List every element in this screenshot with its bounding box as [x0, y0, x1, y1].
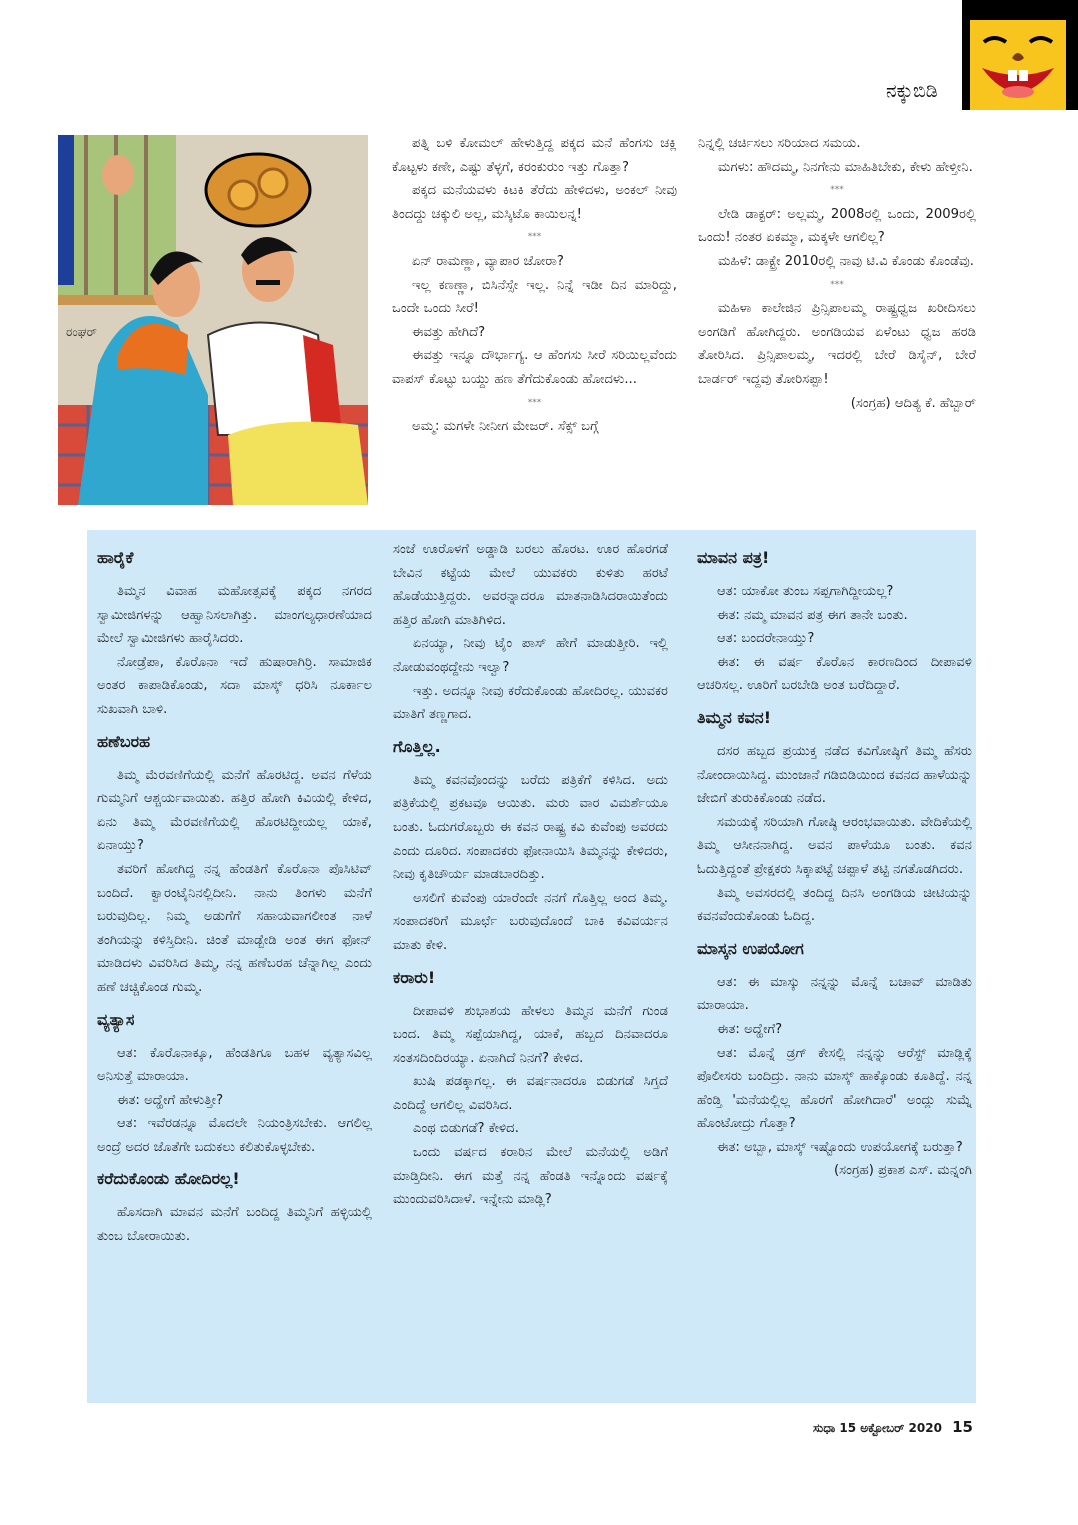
joke-paragraph: ಅಸಲಿಗೆ ಕುವೆಂಪು ಯಾರೆಂದೇ ನನಗೆ ಗೊತ್ತಿಲ್ಲ ಅಂದ ತಿಮ್ಮ. ಸಂಪಾದಕರಿಗೆ ಮೂರ್ಛೆ ಬರುವುದೊಂದೆ ಬಾಕಿ ಕವಿವರ್ಯನ ಮಾತು ಕೇಳಿ. [393, 890, 668, 953]
joke-paragraph: ಸಂಜೆ ಊರೊಳಗೆ ಅಡ್ಡಾಡಿ ಬರಲು ಹೊರಟ. ಊರ ಹೊರಗಡೆ ಬೇವಿನ ಕಟ್ಟೆಯ ಮೇಲೆ ಯುವಕರು ಕುಳಿತು ಹರಟೆ ಹೊಡೆಯುತ್ತಿದ್ದರು. ಅವರನ್ನಾದರೂ ಮಾತನಾಡಿಸಿದರಾಯಿತೆಂದು ಹತ್ತಿರ ಹೋಗಿ ಮಾತಿಗಿಳಿದ. [393, 542, 668, 628]
joke-paragraph: ಏನಯ್ಯಾ, ನೀವು ಟೈಂ ಪಾಸ್ ಹೇಗೆ ಮಾಡುತ್ತೀರಿ. ಇಲ್ಲಿ ನೋಡುವಂಥದ್ದೇನು ಇಲ್ವಾ? [393, 636, 668, 675]
joke-paragraph: ಆತ: ಕೊರೊನಾಕ್ಕೂ, ಹೆಂಡತಿಗೂ ಬಹಳ ವ್ಯತ್ಯಾಸವಿಲ್ಲ ಅನಿಸುತ್ತೆ ಮಾರಾಯಾ. [97, 1045, 372, 1085]
joke-paragraph: ಸಮಯಕ್ಕೆ ಸರಿಯಾಗಿ ಗೋಷ್ಠಿ ಆರಂಭವಾಯಿತು. ವೇದಿಕೆಯಲ್ಲಿ ತಿಮ್ಮ ಆಸೀನನಾಗಿದ್ದ. ಅವನ ಪಾಳೆಯೂ ಬಂತು. ಕವನ ಓದುತ್ತಿದ್ದಂತೆ ಪ್ರೇಕ್ಷಕರು ಸಿಕ್ಕಾಪಟ್ಟೆ ಚಪ್ಪಾಳೆ ತಟ್ಟಿ ನಗತೊಡಗಿದರು. [697, 814, 972, 877]
page-number: 15 [952, 1418, 973, 1436]
joke-paragraph: ಈತ: ಅದ್ಹೇಗೆ? [717, 1021, 783, 1037]
joke-paragraph: ಮಹಿಳೆ: ಡಾಕ್ಟ್ರೇ 2010ರಲ್ಲಿ ನಾವು ಟಿ.ವಿ ಕೊಂಡು ಕೊಂಡೆವು. [718, 253, 974, 269]
joke-paragraph: ಹೊಸದಾಗಿ ಮಾವನ ಮನೆಗೆ ಬಂದಿದ್ದ ತಿಮ್ಮನಿಗೆ ಹಳ್ಳಿಯಲ್ಲಿ ತುಂಬ ಬೋರಾಯಿತು. [97, 1205, 372, 1245]
joke-paragraph: ಪಕ್ಕದ ಮನೆಯವಳು ಕಿಟಕಿ ತೆರೆದು ಹೇಳಿದಳು, ಅಂಕಲ್ ನೀವು ತಿಂದದ್ದು ಚಕ್ಕುಲಿ ಅಲ್ಲ, ಮಸ್ಕಿಟೊ ಕಾಯಿಲನ್ನ! [392, 183, 677, 222]
joke-heading: ಮಾವನ ಪತ್ರ! [697, 548, 770, 567]
joke-paragraph: ದೀಪಾವಳಿ ಶುಭಾಶಯ ಹೇಳಲು ತಿಮ್ಮನ ಮನೆಗೆ ಗುಂಡ ಬಂದ. ತಿಮ್ಮ ಸಪ್ಪೆಯಾಗಿದ್ದ, ಯಾಕೆ, ಹಬ್ಬದ ದಿನವಾದರೂ ಸಂತಸದಿಂದಿರಯ್ಯಾ. ಏನಾಗಿದೆ ನಿನಗೆ? ಕೇಳಿದ. [393, 1003, 668, 1066]
joke-heading: ಹಣೆಬರಹ [97, 731, 151, 751]
joke-paragraph: ತವರಿಗೆ ಹೋಗಿದ್ದ ನನ್ನ ಹೆಂಡತಿಗೆ ಕೊರೊನಾ ಪೊಸಿಟಿವ್ ಬಂದಿದೆ. ಕ್ವಾರಂಟೈನಿನಲ್ಲಿದೀನಿ. ನಾನು ತಿಂಗಳು ಮನೆಗೆ ಬರುವುದಿಲ್ಲ. ನಿಮ್ಮ ಅಡುಗೆಗೆ ಸಹಾಯವಾಗಲೀಂತ ನಾಳೆ ತಂಗಿಯನ್ನು ಕಳಿಸ್ತಿದೀನಿ. ಚಿಂತೆ ಮಾಡ್ಬೇಡಿ ಅಂತ ಈಗ ಫೋನ್ ಮಾಡಿದಳು ವಿವರಿಸಿದ ತಿಮ್ಮ, ನನ್ನ ಹಣೆಬರಹ ಚೆನ್ನಾಗಿಲ್ಲ ಎಂದು ಹಣೆ ಚಚ್ಚಿಕೊಂಡ ಗುಮ್ಮ. [97, 861, 372, 995]
artist-signature: ರಂಘರ್ [66, 325, 97, 339]
joke-paragraph: ಇತ್ತು. ಅದನ್ನೂ ನೀವು ಕರೆದುಕೊಂಡು ಹೋದಿರಲ್ಲ. ಯುವಕರ ಮಾತಿಗೆ ತಣ್ಣಗಾದ. [393, 683, 668, 723]
joke-paragraph: ಈವತ್ತು ಹೇಗಿದೆ? [412, 324, 486, 340]
joke-separator: *** [527, 397, 542, 408]
joke-heading: ಮಾಸ್ಕನ ಉಪಯೋಗ [697, 938, 804, 958]
box-column-2 [393, 538, 668, 1212]
joke-separator: *** [527, 232, 542, 243]
joke-paragraph: ತಿಮ್ಮ ಕವನವೊಂದನ್ನು ಬರೆದು ಪತ್ರಿಕೆಗೆ ಕಳಿಸಿದ. ಅದು ಪತ್ರಿಕೆಯಲ್ಲಿ ಪ್ರಕಟವೂ ಆಯಿತು. ಮರು ವಾರ ವಿಮರ್ಶೆಯೂ ಬಂತು. ಓದುಗರೊಬ್ಬರು ಈ ಕವನ ರಾಷ್ಟ್ರ ಕವಿ ಕುವೆಂಪು ಅವರದು ಎಂದು ದೂರಿದ. ಸಂಪಾದಕರು ಫೋನಾಯಿಸಿ ತಿಮ್ಮನನ್ನು ಕೇಳಿದರು, ನೀವು ಕೃತಿಚೌರ್ಯ ಮಾಡಬಾರದಿತ್ತು. [393, 772, 668, 883]
laughing-face-icon [970, 20, 1066, 110]
joke-credit: (ಸಂಗ್ರಹ) ಪ್ರಕಾಶ ಎಸ್. ಮನ್ನಂಗಿ [833, 1163, 972, 1179]
section-title: ನಕ್ಕುಬಿಡಿ [886, 80, 938, 102]
joke-paragraph: ಈತ: ಅದ್ಹೇಗೆ ಹೇಳುತ್ತೀ? [117, 1092, 224, 1108]
joke-paragraph: ದಸರ ಹಬ್ಬದ ಪ್ರಯುಕ್ತ ನಡೆದ ಕವಿಗೋಷ್ಠಿಗೆ ತಿಮ್ಮ ಹೆಸರು ನೋಂದಾಯಿಸಿದ್ದ. ಮುಂಜಾನೆ ಗಡಿಬಿಡಿಯಿಂದ ಕವನದ ಹಾಳೆಯನ್ನು ಜೇಬಿಗೆ ತುರುಕಿಕೊಂಡು ನಡೆದ. [697, 743, 972, 807]
joke-paragraph: ಆತ: ಯಾಕೋ ತುಂಬ ಸಪ್ಪಗಾಗಿದ್ದೀಯಲ್ಲ? [717, 584, 894, 599]
joke-paragraph: ಖುಷಿ ಪಡಕ್ಕಾಗಲ್ಲ. ಈ ವರ್ಷನಾದರೂ ಬಿಡುಗಡೆ ಸಿಗ್ತದೆ ಎಂದಿದ್ದೆ ಆಗಲಿಲ್ಲ ವಿವರಿಸಿದ. [393, 1074, 668, 1113]
joke-heading: ವ್ಯತ್ಯಾಸ [97, 1009, 135, 1029]
joke-heading: ಕರೆದುಕೊಂಡು ಹೋದಿರಲ್ಲ! [97, 1169, 240, 1189]
joke-paragraph: ಆತ: ಬಂದರೇನಾಯ್ತು? [717, 631, 815, 647]
joke-paragraph: ಆತ: ಮೊನ್ನೆ ಡ್ರಗ್ ಕೇಸಲ್ಲಿ ನನ್ನನ್ನು ಆರೆಸ್ಟ್ ಮಾಡ್ಲಿಕ್ಕೆ ಪೊಲೀಸರು ಬಂದಿದ್ರು. ನಾನು ಮಾಸ್ಕ್ ಹಾಕ್ಕೊಂಡು ಕೂತಿದ್ದೆ. ನನ್ನ ಹೆಂಡ್ತಿ 'ಮನೆಯಲ್ಲಿಲ್ಲ ಹೊರಗೆ ಹೋಗಿದಾರೆ' ಅಂದ್ಲು ಸುಮ್ನೆ ಹೊಂಟೋದ್ರು ಗೊತ್ತಾ? [697, 1045, 972, 1132]
joke-heading: ಗೊತ್ತಿಲ್ಲ. [393, 736, 441, 756]
joke-paragraph: ತಿಮ್ಮ ಮೆರವಣಿಗೆಯಲ್ಲಿ ಮನೆಗೆ ಹೊರಟಿದ್ದ. ಅವನ ಗೆಳೆಯ ಗುಮ್ಮನಿಗೆ ಆಶ್ಚರ್ಯವಾಯಿತು. ಹತ್ತಿರ ಹೋಗಿ ಕಿವಿಯಲ್ಲಿ ಕೇಳಿದ, ಏನು ತಿಮ್ಮ ಮೆರವಣಿಗೆಯಲ್ಲಿ ಹೊರಟಿದ್ದೀಯಲ್ಲ ಯಾಕೆ, ಏನಾಯ್ತು? [97, 767, 372, 854]
joke-paragraph: ಏನ್ ರಾಮಣ್ಣಾ, ವ್ಯಾಪಾರ ಜೋರಾ? [412, 253, 564, 269]
cartoon-illustration [58, 135, 368, 505]
joke-paragraph: ತಿಮ್ಮನ ವಿವಾಹ ಮಹೋತ್ಸವಕ್ಕೆ ಪಕ್ಕದ ನಗರದ ಸ್ವಾಮೀಜಿಗಳನ್ನು ಆಹ್ವಾನಿಸಲಾಗಿತ್ತು. ಮಾಂಗಲ್ಯಧಾರಣೆಯಾದ ಮೇಲೆ ಸ್ವಾಮೀಜಿಗಳು ಹಾರೈಸಿದರು. [97, 584, 372, 647]
joke-heading: ಹಾರೈಕೆ [97, 548, 134, 567]
joke-paragraph: ಲೇಡಿ ಡಾಕ್ಟರ್: ಅಲ್ಲಮ್ಮ, 2008ರಲ್ಲಿ ಒಂದು, 2009ರಲ್ಲಿ ಒಂದು! ನಂತರ ಏಕಮ್ಮಾ, ಮಕ್ಕಳೇ ಆಗಲಿಲ್ಲ? [698, 206, 976, 246]
joke-paragraph: ಆತ: ಇವೆರಡನ್ನೂ ಮೊದಲೇ ನಿಯಂತ್ರಿಸಬೇಕು. ಆಗಲಿಲ್ಲ ಅಂದ್ರೆ ಅದರ ಜೊತೆಗೇ ಬದುಕಲು ಕಲಿತುಕೊಳ್ಳಬೇಕು. [97, 1116, 372, 1155]
joke-credit: (ಸಂಗ್ರಹ) ಆದಿತ್ಯ ಕೆ. ಹೆಬ್ಬಾರ್ [850, 395, 976, 411]
joke-heading: ತಿಮ್ಮನ ಕವನ! [697, 707, 772, 727]
joke-paragraph: ಇಲ್ಲ ಕಣಣ್ಣಾ, ಬಿಸಿನೆಸ್ಸೇ ಇಲ್ಲ. ನಿನ್ನೆ ಇಡೀ ದಿನ ಮಾರಿದ್ದು, ಒಂದೇ ಒಂದು ಸೀರೆ! [392, 277, 677, 317]
top-jokes-column-2 [698, 132, 976, 415]
joke-separator: *** [830, 185, 844, 196]
box-column-3 [697, 538, 972, 1183]
joke-paragraph: ಈತ: ನಮ್ಮ ಮಾವನ ಪತ್ರ ಈಗ ತಾನೇ ಬಂತು. [717, 607, 908, 623]
joke-paragraph: ಈತ: ಈ ವರ್ಷ ಕೊರೊನ ಕಾರಣದಿಂದ ದೀಪಾವಳಿ ಆಚರಿಸಲ್ಲ. ಊರಿಗೆ ಬರಬೇಡಿ ಅಂತ ಬರೆದಿದ್ದಾರೆ. [697, 654, 972, 694]
box-column-1 [97, 538, 372, 1249]
joke-paragraph: ಈವತ್ತು ಇನ್ನೂ ದೌರ್ಭಾಗ್ಯ. ಆ ಹೆಂಗಸು ಸೀರೆ ಸರಿಯಿಲ್ಲವೆಂದು ವಾಪಸ್ ಕೊಟ್ಟು ಬಯ್ದು ಹಣ ತೆಗೆದುಕೊಂಡು ಹೋದಳು... [392, 348, 677, 387]
joke-paragraph: ಎಂಥ ಬಿಡುಗಡೆ? ಕೇಳಿದ. [413, 1121, 519, 1137]
joke-paragraph: ಪತ್ನಿ ಬಳಿ ಕೋಮಲ್ ಹೇಳುತ್ತಿದ್ದ ಪಕ್ಕದ ಮನೆ ಹೆಂಗಸು ಚಕ್ಲಿ ಕೊಟ್ಟಳು ಕಣೇ, ಎಷ್ಟು ತೆಳ್ಳಗೆ, ಕರಂಕುರುಂ ಇತ್ತು ಗೊತ್ತಾ? [392, 136, 677, 175]
joke-heading: ಕರಾರು! [393, 967, 436, 987]
page-footer [813, 1418, 973, 1436]
magazine-issue: ಸುಧಾ 15 ಅಕ್ಟೋಬರ್ 2020 [813, 1421, 942, 1435]
joke-paragraph: ಅಮ್ಮ: ಮಗಳೇ ನೀನೀಗ ಮೇಜರ್. ಸೆಕ್ಸ್ ಬಗ್ಗೆ [412, 419, 599, 435]
joke-paragraph: ತಿಮ್ಮ ಅವಸರದಲ್ಲಿ ತಂದಿದ್ದ ದಿನಸಿ ಅಂಗಡಿಯ ಚೀಟಿಯನ್ನು ಕವನವೆಂದುಕೊಂಡು ಓದಿದ್ದ. [697, 885, 972, 925]
top-jokes-column-1 [392, 132, 677, 439]
joke-paragraph: ನಿನ್ನಲ್ಲಿ ಚರ್ಚಿಸಲು ಸರಿಯಾದ ಸಮಯ. [698, 136, 861, 151]
joke-paragraph: ಆತ: ಈ ಮಾಸ್ಕು ನನ್ನನ್ನು ಮೊನ್ನೆ ಬಚಾವ್ ಮಾಡಿತು ಮಾರಾಯಾ. [697, 974, 972, 1014]
joke-separator: *** [830, 279, 844, 290]
joke-paragraph: ಮಹಿಳಾ ಕಾಲೇಜಿನ ಪ್ರಿನ್ಸಿಪಾಲಮ್ಮ ರಾಷ್ಟ್ರಧ್ವಜ ಖರೀದಿಸಲು ಅಂಗಡಿಗೆ ಹೋಗಿದ್ದರು. ಅಂಗಡಿಯವ ಏಳೆಂಟು ಧ್ವಜ ಹರಡಿ ತೋರಿಸಿದ. ಪ್ರಿನ್ಸಿಪಾಲಮ್ಮ, ಇದರಲ್ಲಿ ಬೇರೆ ಡಿಸೈನ್, ಬೇರೆ ಬಾರ್ಡರ್ ಇದ್ದವು ತೋರಿಸಪ್ಪಾ! [698, 301, 976, 387]
joke-paragraph: ಮಗಳು: ಹೌದಮ್ಮ, ನಿನಗೇನು ಮಾಹಿತಿಬೇಕು, ಕೇಳು ಹೇಳ್ತೀನಿ. [718, 159, 973, 175]
joke-paragraph: ನೋಡ್ರೆಪಾ, ಕೊರೊನಾ ಇದೆ ಹುಷಾರಾಗಿರ್ರಿ. ಸಾಮಾಜಿಕ ಅಂತರ ಕಾಪಾಡಿಕೊಂಡು, ಸದಾ ಮಾಸ್ಕ್ ಧರಿಸಿ ನೂರ್ಕಾಲ ಸುಖವಾಗಿ ಬಾಳಿ. [97, 654, 372, 717]
joke-paragraph: ಈತ: ಅಬ್ಬಾ, ಮಾಸ್ಕ್ ಇಷ್ಟೊಂದು ಉಪಯೋಗಕ್ಕೆ ಬರುತ್ತಾ? [717, 1139, 963, 1155]
joke-paragraph: ಒಂದು ವರ್ಷದ ಕರಾರಿನ ಮೇಲೆ ಮನೆಯಲ್ಲಿ ಅಡಿಗೆ ಮಾಡ್ತಿದೀನಿ. ಈಗ ಮತ್ತೆ ನನ್ನ ಹೆಂಡತಿ ಇನ್ನೊಂದು ವರ್ಷಕ್ಕೆ ಮುಂದುವರಿಸಿದಾಳೆ. ಇನ್ನೇನು ಮಾಡ್ಲಿ? [393, 1145, 668, 1208]
